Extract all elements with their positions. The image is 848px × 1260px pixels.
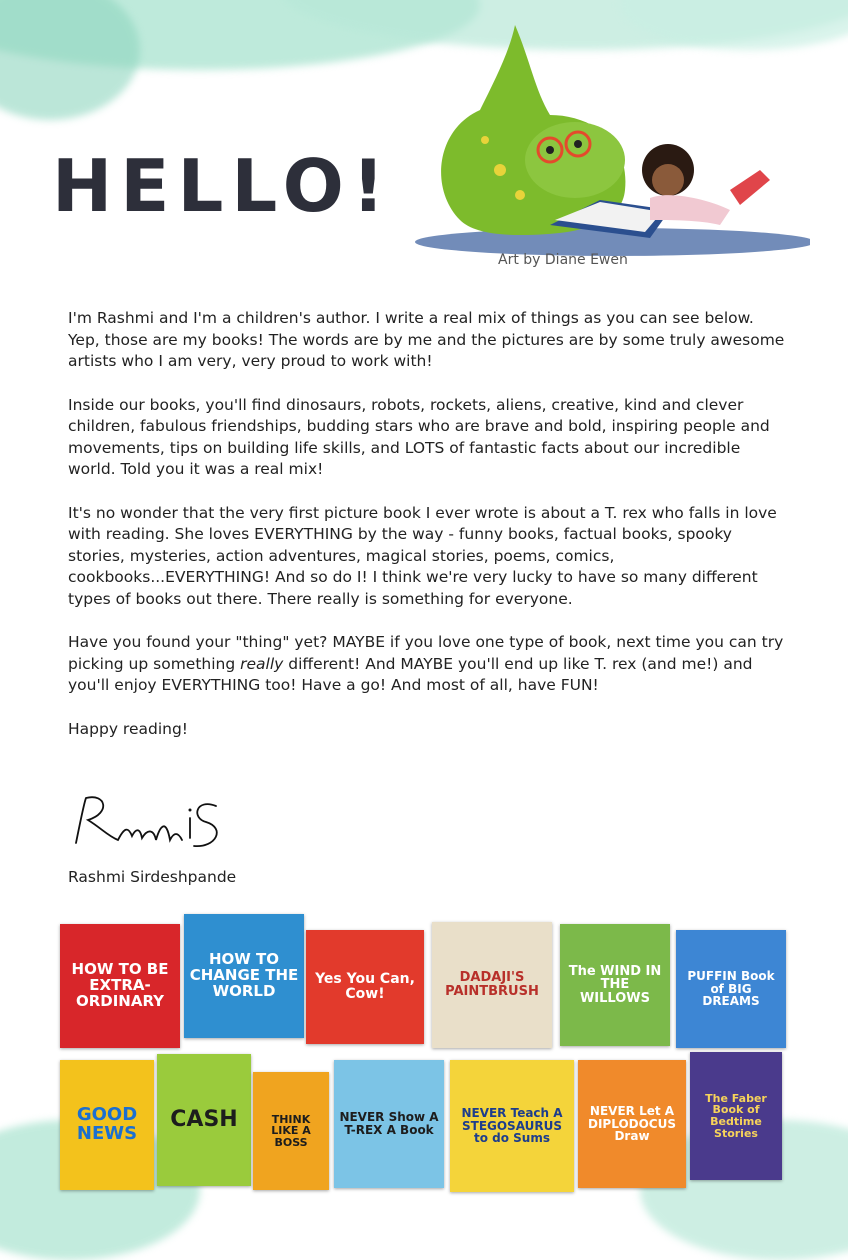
book-cover (676, 930, 786, 1048)
letter-paragraph: Inside our books, you'll find dinosaurs, robots, rockets, aliens, creative, kind and clever children, fabulous friendships, budding stars who are brave and bold, inspiring people and movements, tips on building life skills, and LOTS of fantastic facts about our incredible world. Told you it was a real mix! (68, 395, 770, 478)
book-title: PUFFIN Book of BIG DREAMS (687, 969, 775, 1009)
letter-paragraph-text: Have you found your "thing" yet? MAYBE if you love one type of book, next time you can try picking up something (68, 633, 784, 673)
book-cover (157, 1054, 251, 1186)
art-credit: Art by Diane Ewen (498, 252, 628, 268)
letter-paragraph: I'm Rashmi and I'm a children's author. I write a real mix of things as you can see below. Yep, those are my books! The words are by me and the pictures are by some truly awesome artists who I am very, very proud to work with! (68, 309, 785, 370)
book-cover (60, 1060, 154, 1190)
book-cover (184, 914, 304, 1038)
book-title: NEVER Let A DIPLODOCUS Draw (588, 1104, 676, 1144)
book-title: THINK LIKE A BOSS (271, 1112, 311, 1149)
book-title: GOOD NEWS (76, 1104, 138, 1144)
letter-closing: Happy reading! (68, 719, 189, 738)
book-title: HOW TO CHANGE THE WORLD (189, 950, 299, 1000)
book-title: DADAJI'S PAINTBRUSH (445, 970, 539, 999)
book-cover (578, 1060, 686, 1188)
book-cover (690, 1052, 782, 1180)
book-title: NEVER Teach A STEGOSAURUS to do Sums (461, 1106, 563, 1146)
book-title: HOW TO BE EXTRA-ORDINARY (71, 960, 169, 1010)
book-title: The Faber Book of Bedtime Stories (705, 1091, 767, 1140)
book-cover (432, 922, 552, 1048)
letter-paragraph-text: different! And MAYBE you'll end up like T. rex (and me!) and you'll enjoy EVERYTHING too! Have a go! And most of all, have FUN! (68, 654, 753, 694)
dinosaur-reading-illustration (400, 20, 810, 260)
author-name: Rashmi Sirdeshpande (68, 868, 237, 886)
book-title: CASH (170, 1107, 238, 1133)
book-cover (450, 1060, 574, 1192)
book-cover (334, 1060, 444, 1188)
book-title: NEVER Show A T-REX A Book (339, 1110, 439, 1137)
letter-emphasis: really (240, 654, 284, 673)
book-cover (560, 924, 670, 1046)
book-cover (253, 1072, 329, 1190)
signature (66, 788, 226, 858)
book-title: Yes You Can, Cow! (315, 971, 415, 1002)
letter-paragraph: It's no wonder that the very first picture book I ever wrote is about a T. rex who falls in love with reading. She loves EVERYTHING by the way - funny books, factual books, spooky stories, mysteries, action adventures, magical stories, poems, comics, cookbooks...EVERYTHING! And so do I! I think we're very lucky to have so many different types of books out there. There really is something for everyone. (68, 503, 777, 608)
letter-body (68, 308, 788, 762)
book-cover (60, 924, 180, 1048)
page-title: HELLO! (52, 144, 393, 228)
book-title: The WIND IN THE WILLOWS (568, 963, 662, 1006)
letter-paragraph (68, 632, 788, 697)
book-cover (306, 930, 424, 1044)
